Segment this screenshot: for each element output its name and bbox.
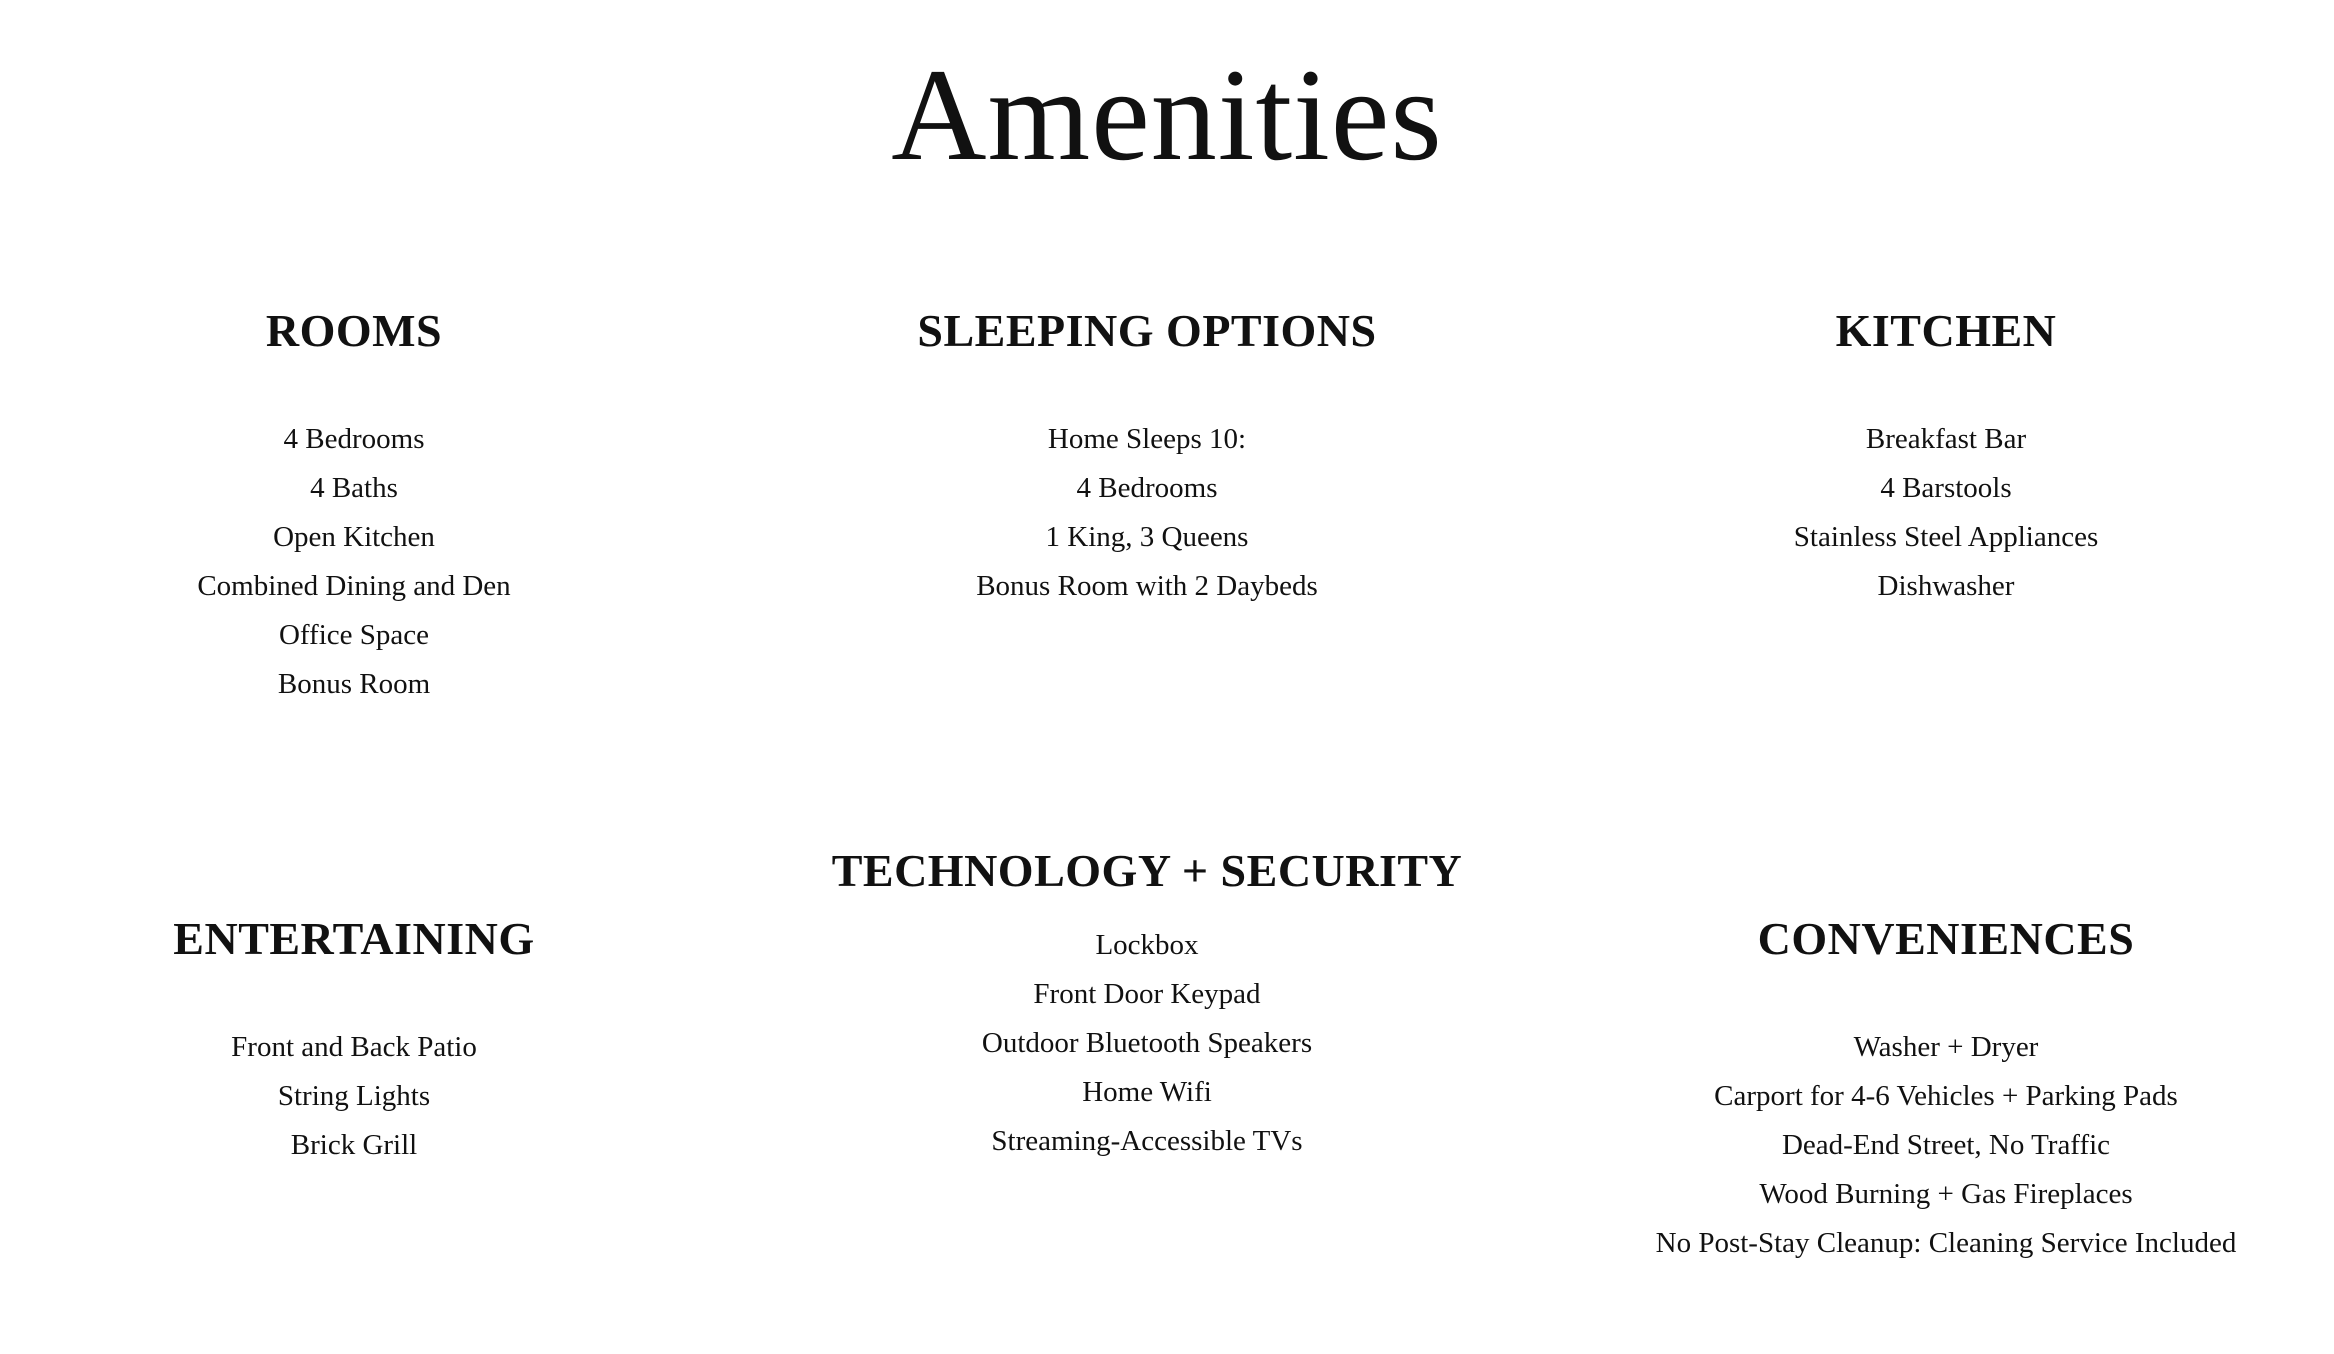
section-technology-security [827, 843, 1467, 1166]
list-item: Front and Back Patio [231, 1031, 477, 1063]
list-item: 4 Barstools [1880, 472, 2012, 504]
entertaining-list [34, 1023, 674, 1170]
list-item: 1 King, 3 Queens [1045, 521, 1249, 553]
section-heading-technology-security: TECHNOLOGY + SECURITY [831, 845, 1463, 896]
list-item: Dead-End Street, No Traffic [1781, 1129, 2111, 1161]
section-heading-sleeping-options: SLEEPING OPTIONS [917, 305, 1377, 356]
technology-security-list [827, 921, 1467, 1166]
list-item: Wood Burning + Gas Fireplaces [1759, 1178, 2133, 1210]
list-item: Outdoor Bluetooth Speakers [981, 1027, 1313, 1059]
list-item: Front Door Keypad [1033, 978, 1261, 1010]
section-heading-kitchen: KITCHEN [1835, 305, 2057, 356]
section-sleeping-options [827, 303, 1467, 611]
section-kitchen [1626, 303, 2266, 611]
list-item: 4 Bedrooms [283, 423, 425, 455]
list-item: Bonus Room [277, 668, 431, 700]
list-item: Stainless Steel Appliances [1793, 521, 2099, 553]
sleeping-options-list [827, 415, 1467, 611]
list-item: No Post-Stay Cleanup: Cleaning Service Included [1655, 1227, 2237, 1259]
list-item: Lockbox [1095, 929, 1199, 961]
list-item: Home Wifi [1082, 1076, 1212, 1108]
section-heading-rooms: ROOMS [265, 305, 443, 356]
list-item: Breakfast Bar [1865, 423, 2027, 455]
list-item: 4 Bedrooms [1076, 472, 1218, 504]
kitchen-list [1626, 415, 2266, 611]
list-item: Combined Dining and Den [197, 570, 511, 602]
section-heading-conveniences: CONVENIENCES [1757, 913, 2135, 964]
list-item: Streaming-Accessible TVs [991, 1125, 1303, 1157]
section-rooms [34, 303, 674, 709]
section-entertaining [34, 911, 674, 1170]
conveniences-list [1626, 1023, 2266, 1268]
list-item: Bonus Room with 2 Daybeds [976, 570, 1318, 602]
page-title: Amenities [891, 41, 1443, 188]
list-item: Home Sleeps 10: [1047, 423, 1247, 455]
rooms-list [34, 415, 674, 709]
list-item: 4 Baths [310, 472, 398, 504]
list-item: Brick Grill [290, 1129, 418, 1161]
section-conveniences [1626, 911, 2266, 1268]
list-item: Office Space [278, 619, 430, 651]
list-item: Washer + Dryer [1853, 1031, 2039, 1063]
section-heading-entertaining: ENTERTAINING [173, 913, 535, 964]
list-item: Dishwasher [1877, 570, 2015, 602]
list-item: Open Kitchen [273, 521, 435, 553]
list-item: String Lights [277, 1080, 431, 1112]
list-item: Carport for 4-6 Vehicles + Parking Pads [1714, 1080, 2178, 1112]
